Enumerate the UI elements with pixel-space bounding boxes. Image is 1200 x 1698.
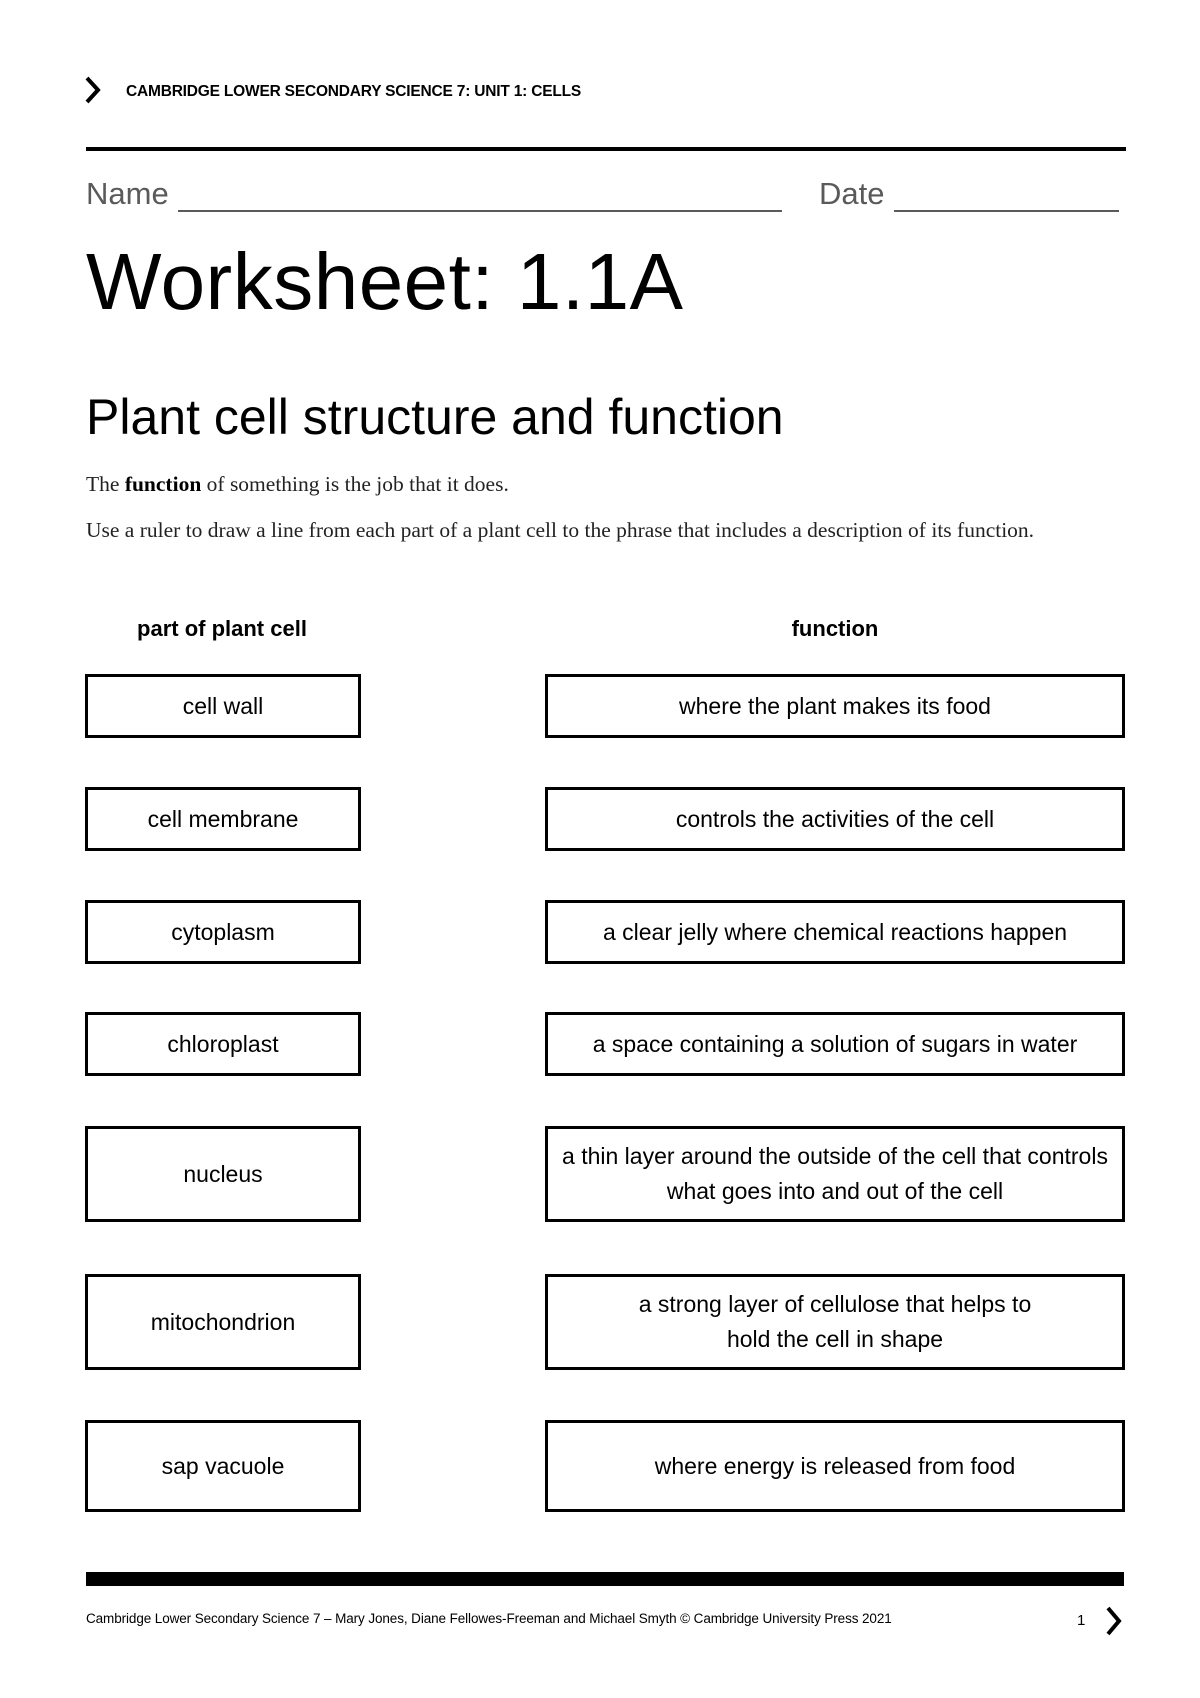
intro-text: The	[86, 472, 125, 496]
date-label: Date	[819, 176, 885, 211]
intro-bold-term: function	[124, 472, 202, 496]
function-box[interactable]: where the plant makes its food	[545, 674, 1125, 738]
part-box[interactable]: sap vacuole	[85, 1420, 361, 1512]
worksheet-title: Worksheet: 1.1A	[86, 237, 684, 326]
worksheet-subtitle: Plant cell structure and function	[86, 389, 784, 445]
name-date-row	[86, 172, 1126, 216]
intro-paragraph-1	[86, 468, 509, 500]
function-box[interactable]: a thin layer around the outside of the cell that controls what goes into and out of the cell	[545, 1126, 1125, 1222]
function-box[interactable]: a strong layer of cellulose that helps to hold the cell in shape	[545, 1274, 1125, 1370]
intro-text: of something is the job that it does.	[201, 472, 509, 496]
running-header: CAMBRIDGE LOWER SECONDARY SCIENCE 7: UNIT 1: CELLS	[126, 83, 582, 100]
function-box[interactable]: a space containing a solution of sugars in water	[545, 1012, 1125, 1076]
page-number: 1	[1077, 1612, 1086, 1629]
parts-column-header: part of plant cell	[137, 616, 307, 641]
functions-column-header: function	[791, 616, 879, 641]
footer-copyright: Cambridge Lower Secondary Science 7 – Mary Jones, Diane Fellowes-Freeman and Michael Smyth © Cambridge University Press 2021	[86, 1611, 892, 1626]
bottom-divider	[86, 1572, 1124, 1586]
function-box[interactable]: where energy is released from food	[545, 1420, 1125, 1512]
top-divider	[86, 147, 1126, 151]
name-label: Name	[86, 176, 169, 211]
date-field[interactable]	[894, 210, 1119, 212]
chevron-right-icon	[1105, 1606, 1123, 1636]
function-box[interactable]: a clear jelly where chemical reactions happen	[545, 900, 1125, 964]
intro-paragraph-2: Use a ruler to draw a line from each part of a plant cell to the phrase that includes a description of its function.	[86, 518, 1035, 542]
function-box[interactable]: controls the activities of the cell	[545, 787, 1125, 851]
part-box[interactable]: chloroplast	[85, 1012, 361, 1076]
part-box[interactable]: cytoplasm	[85, 900, 361, 964]
chevron-right-icon	[84, 76, 102, 104]
name-field[interactable]	[178, 210, 782, 212]
part-box[interactable]: nucleus	[85, 1126, 361, 1222]
part-box[interactable]: mitochondrion	[85, 1274, 361, 1370]
part-box[interactable]: cell membrane	[85, 787, 361, 851]
part-box[interactable]: cell wall	[85, 674, 361, 738]
